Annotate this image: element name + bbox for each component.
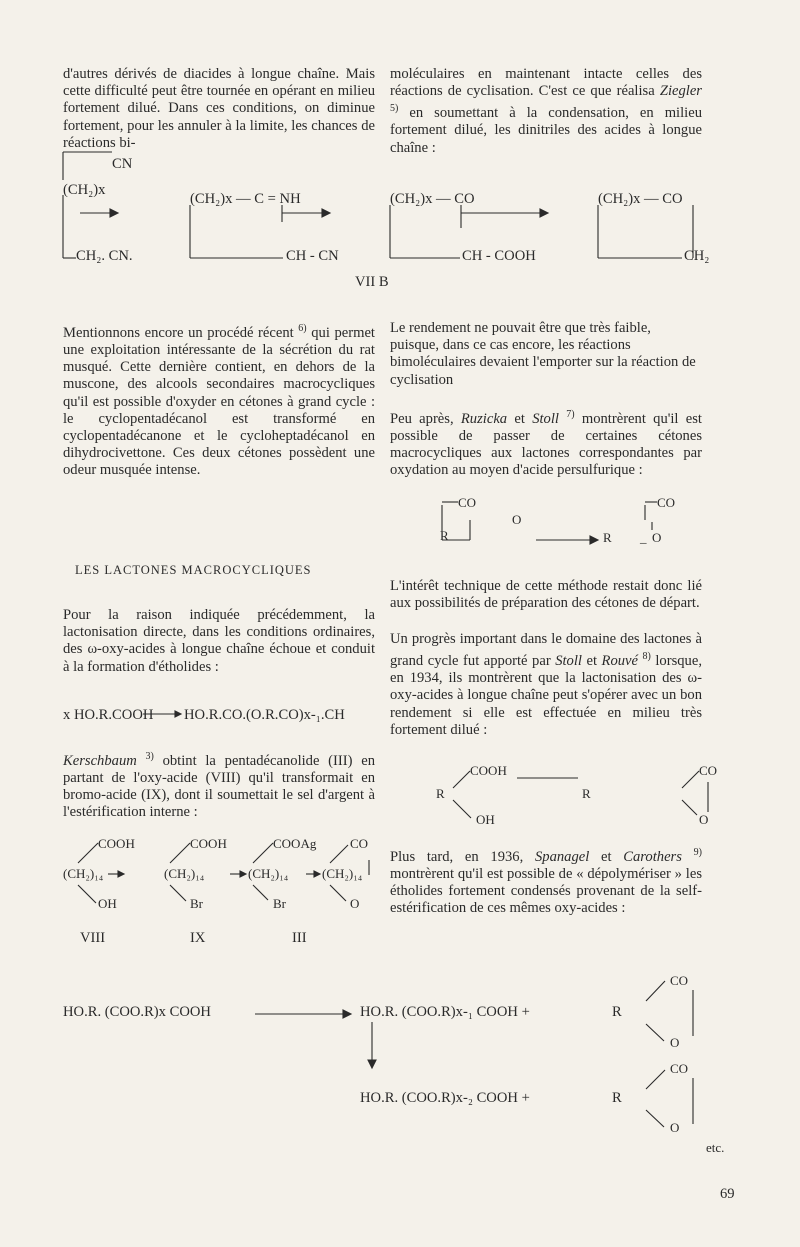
scheme-label: VII B xyxy=(355,274,389,290)
left-paragraph-1: Mentionnons encore un procédé récent $^{6)}$ qui permet une exploitation intéressante de la sécrétion du rat musqué. Cette dernière contient, en dehors de la muscone, des alcools secondaires macrocycliques qu'il est possible d'oxyder en cétones à grand cycle : le cyclopentadécanol est transformé en cyclopentadécanone et le cycloheptadécanol en dihydrocivettone. Ces deux cétones possèdent une odeur musquée intense. xyxy=(63,323,375,479)
right-paragraph-2: Peu après, Ruzicka et Stoll $^{7)}$ montrèrent qu'il est possible de passer de certaines cétones macrocycliques aux lactones correspondantes par oxydation au moyen d'acide persulfurique : xyxy=(390,409,702,479)
left-paragraph-2: Pour la raison indiquée précédemment, la lactonisation directe, dans les conditions ordinaires, des ω-oxy-acides à longue chaîne échoue et conduit à la formation d'étholides : xyxy=(63,607,375,675)
equation-1-lhs: x HO.R.COOH xyxy=(63,707,154,723)
right-paragraph-4: Un progrès important dans le domaine des lactones à grand cycle fut apporté par Stoll et Rouvé $^{8)}$ lorsque, en 1934, ils montrèrent que la lactonisation des ω-oxy-acides à longue chaîne peut s'opérer avec un bon rendement si elle est effectuée en milieu très fortement dilué : xyxy=(390,631,702,738)
page-number: 69 xyxy=(720,1186,735,1202)
section-heading: LES LACTONES MACROCYCLIQUES xyxy=(75,563,312,577)
right-paragraph-3: L'intérêt technique de cette méthode restait donc lié aux possibilités de préparation des cétones de départ. xyxy=(390,578,702,612)
top-left-paragraph: d'autres dérivés de diacides à longue chaîne. Mais cette difficulté peut être tournée en opérant en milieu fortement dilué. Dans ces conditions, on diminue fortement, pour les annuler à la limite, les chances de réactions bi- xyxy=(63,66,375,151)
left-paragraph-3: Kerschbaum $^{3)}$ obtint la pentadécanolide (III) en partant de l'oxy-acide (VIII) qu'il transformait en bromo-acide (IX), dont il soumettait le sel d'argent à l'estérification interne : xyxy=(63,751,375,821)
top-right-paragraph: moléculaires en maintenant intacte celles des réactions de cyclisation. C'est ce que réalisa Ziegler $^{5)}$ en soumettant à la condensation, en milieu fortement dilué, les dinitriles des acides à longue chaîne : xyxy=(390,66,702,156)
equation-1-rhs: HO.R.CO.(O.R.CO)x-₁.CH xyxy=(184,707,345,723)
right-paragraph-5: Plus tard, en 1936, Spanagel et Carothers $^{9)}$ montrèrent qu'il est possible de « dépolymériser » les étholides fortement condensés provenant de la self-estérification de ces mêmes oxy-acides : xyxy=(390,847,702,917)
right-paragraph-1: Le rendement ne pouvait être que très faible, puisque, dans ce cas encore, les réactions bimoléculaires devaient l'emporter sur la réaction de cyclisation xyxy=(390,320,696,388)
